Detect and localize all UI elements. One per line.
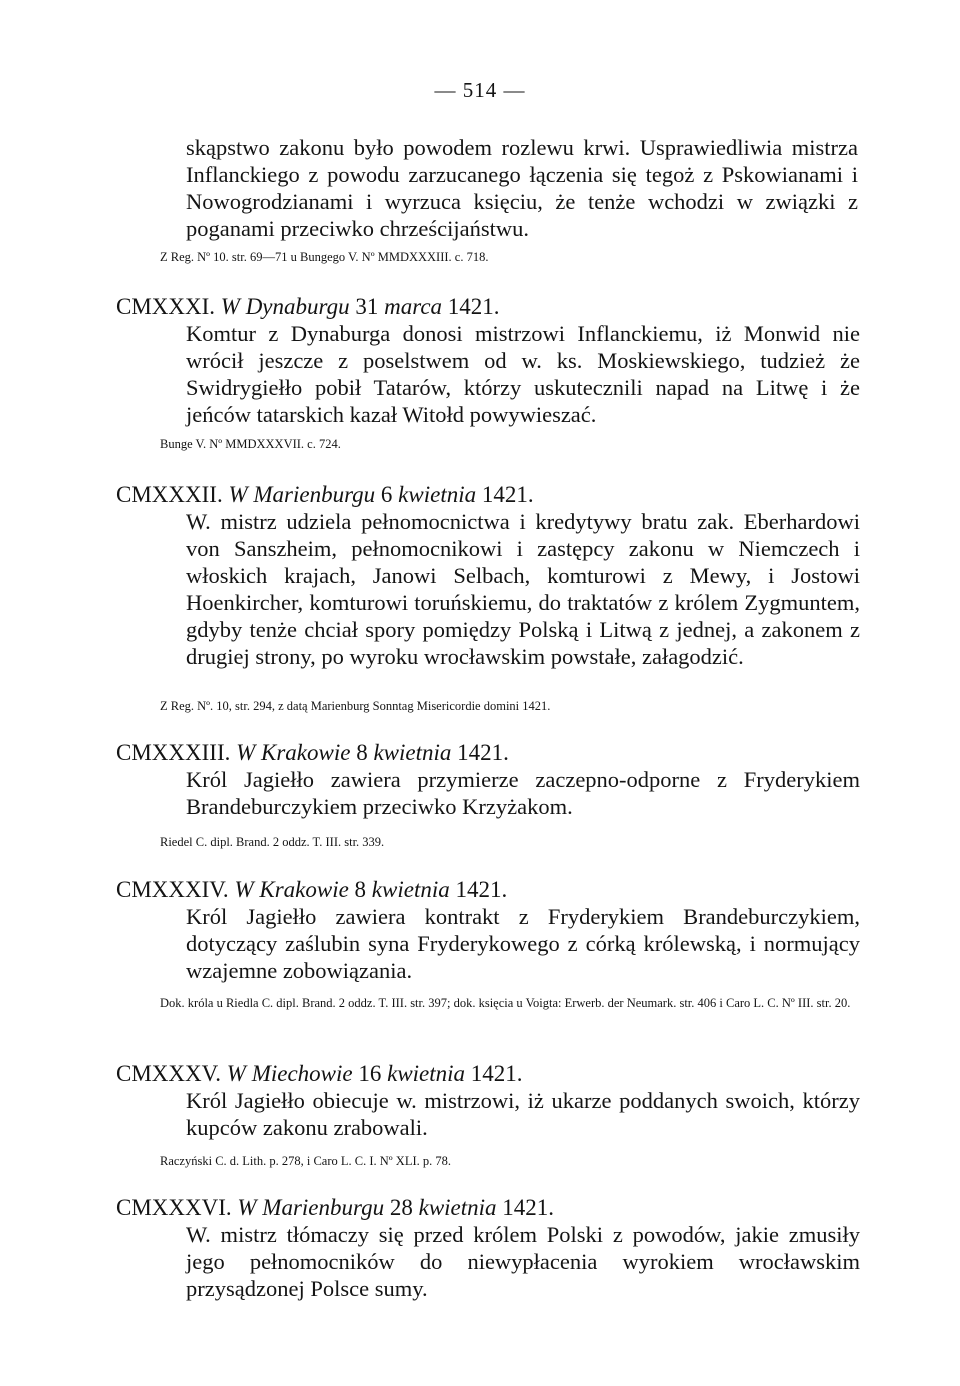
entry-month: kwietnia bbox=[418, 1195, 497, 1220]
entry-year: 1421. bbox=[502, 1195, 555, 1220]
entry-month: kwietnia bbox=[371, 877, 450, 902]
entry-source-note: Bunge V. Nº MMDXXXVII. c. 724. bbox=[160, 437, 341, 451]
intro-text: skąpstwo zakonu było powodem rozlewu krwi. Usprawiedliwia mistrza Inflanckiego z powodu zarzucanego łączenia się tegoż z Pskowianami i Nowogrodzianami i wyrzuca księciu, że tenże wchodzi w związki z poganami przeciwko chrześcijaństwu. bbox=[186, 135, 858, 241]
entry-year: 1421. bbox=[470, 1061, 523, 1086]
intro-source-note: Z Reg. Nº 10. str. 69—71 u Bungego V. Nº MMDXXXIII. c. 718. bbox=[160, 250, 489, 264]
entry-place: W Krakowie bbox=[236, 740, 351, 765]
entry-year: 1421. bbox=[455, 877, 508, 902]
entry-place: W Marienburgu bbox=[228, 482, 376, 507]
entry-day: 28 bbox=[389, 1195, 413, 1220]
entry-heading bbox=[116, 739, 860, 766]
entry-month: kwietnia bbox=[398, 482, 477, 507]
entry-heading bbox=[116, 293, 860, 320]
entry-number: CMXXXIV. bbox=[116, 877, 229, 902]
entry-cmxxxi bbox=[116, 293, 860, 428]
entry-month: marca bbox=[384, 294, 443, 319]
entry-number: CMXXXII. bbox=[116, 482, 223, 507]
entry-year: 1421. bbox=[447, 294, 500, 319]
entry-source-note: Raczyński C. d. Lith. p. 278, i Caro L. C. I. Nº XLI. p. 78. bbox=[160, 1154, 451, 1168]
entry-day: 31 bbox=[355, 294, 379, 319]
entry-day: 6 bbox=[380, 482, 393, 507]
entry-number: CMXXXI. bbox=[116, 294, 216, 319]
entry-cmxxxiv bbox=[116, 876, 860, 984]
entry-month: kwietnia bbox=[387, 1061, 466, 1086]
entry-heading bbox=[116, 1060, 860, 1087]
entry-day: 8 bbox=[356, 740, 368, 765]
entry-number: CMXXXVI. bbox=[116, 1195, 232, 1220]
entry-summary: W. mistrz udziela pełnomocnictwa i kredytywy bratu zak. Eberhardowi von Sanszheim, pełnomocnikowi i zastępcy zakonu w Niemczech i włoskich krajach, Janowi Selbach, komturowi z Mewy, i Jostowi Hoenkircher, komturowi toruńskiemu, do traktatów z królem Zygmuntem, gdyby tenże chciał spory pomiędzy Polską i Litwą z jednej, a zakonem z drugiej strony, po wyroku wrocławskim powstałe, załagodzić. bbox=[186, 509, 860, 669]
page-number: — 514 — bbox=[434, 78, 526, 102]
entry-month: kwietnia bbox=[373, 740, 452, 765]
entry-cmxxxv bbox=[116, 1060, 860, 1141]
entry-cmxxxvi bbox=[116, 1194, 860, 1302]
entry-year: 1421. bbox=[457, 740, 509, 765]
entry-summary: Król Jagiełło zawiera kontrakt z Fryderykiem Brandeburczykiem, dotyczący zaślubin syna Fryderykowego z córką królewską, i normujący wzajemne zobowiązania. bbox=[186, 904, 860, 983]
entry-summary: Król Jagiełło obiecuje w. mistrzowi, iż ukarze poddanych swoich, którzy kupców zakonu zrabowali. bbox=[186, 1088, 860, 1140]
entry-cmxxxii bbox=[116, 481, 860, 670]
entry-source-note: Z Reg. Nº. 10, str. 294, z datą Marienburg Sonntag Misericordie domini 1421. bbox=[160, 699, 551, 713]
entry-summary: W. mistrz tłómaczy się przed królem Polski z powodów, jakie zmusiły jego pełnomocników do niewypłacenia wyrokiem wrocławskim przysądzonej Polsce sumy. bbox=[186, 1222, 860, 1301]
entry-cmxxxiii bbox=[116, 739, 860, 820]
entry-place: W Marienburgu bbox=[237, 1195, 385, 1220]
entry-place: W Dynaburgu bbox=[220, 294, 350, 319]
entry-number: CMXXXV. bbox=[116, 1061, 222, 1086]
entry-summary: Król Jagiełło zawiera przymierze zaczepno-odporne z Fryderykiem Brandeburczykiem przeciwko Krzyżakom. bbox=[186, 767, 860, 819]
entry-place: W Krakowie bbox=[234, 877, 349, 902]
intro-paragraph bbox=[186, 134, 858, 242]
entry-source-note: Dok. króla u Riedla C. dipl. Brand. 2 oddz. T. III. str. 397; dok. księcia u Voigta: Erwerb. der Neumark. str. 406 i Caro L. C. Nº III. str. 20. bbox=[160, 996, 851, 1010]
entry-source-note: Riedel C. dipl. Brand. 2 oddz. T. III. str. 339. bbox=[160, 835, 385, 849]
entry-heading bbox=[116, 481, 860, 508]
entry-heading bbox=[116, 876, 860, 903]
entry-heading bbox=[116, 1194, 860, 1221]
entry-summary: Komtur z Dynaburga donosi mistrzowi Inflanckiemu, iż Monwid nie wrócił jeszcze z poselstwem od w. ks. Moskiewskiego, tudzież że Swidrygiełło pobił Tatarów, którzy uskutecznili napad na Litwę i że jeńców tatarskich kazał Witołd powywieszać. bbox=[186, 321, 860, 427]
entry-day: 16 bbox=[358, 1061, 382, 1086]
entry-year: 1421. bbox=[481, 482, 534, 507]
entry-number: CMXXXIII. bbox=[116, 740, 231, 765]
entry-place: W Miechowie bbox=[226, 1061, 353, 1086]
entry-day: 8 bbox=[354, 877, 367, 902]
